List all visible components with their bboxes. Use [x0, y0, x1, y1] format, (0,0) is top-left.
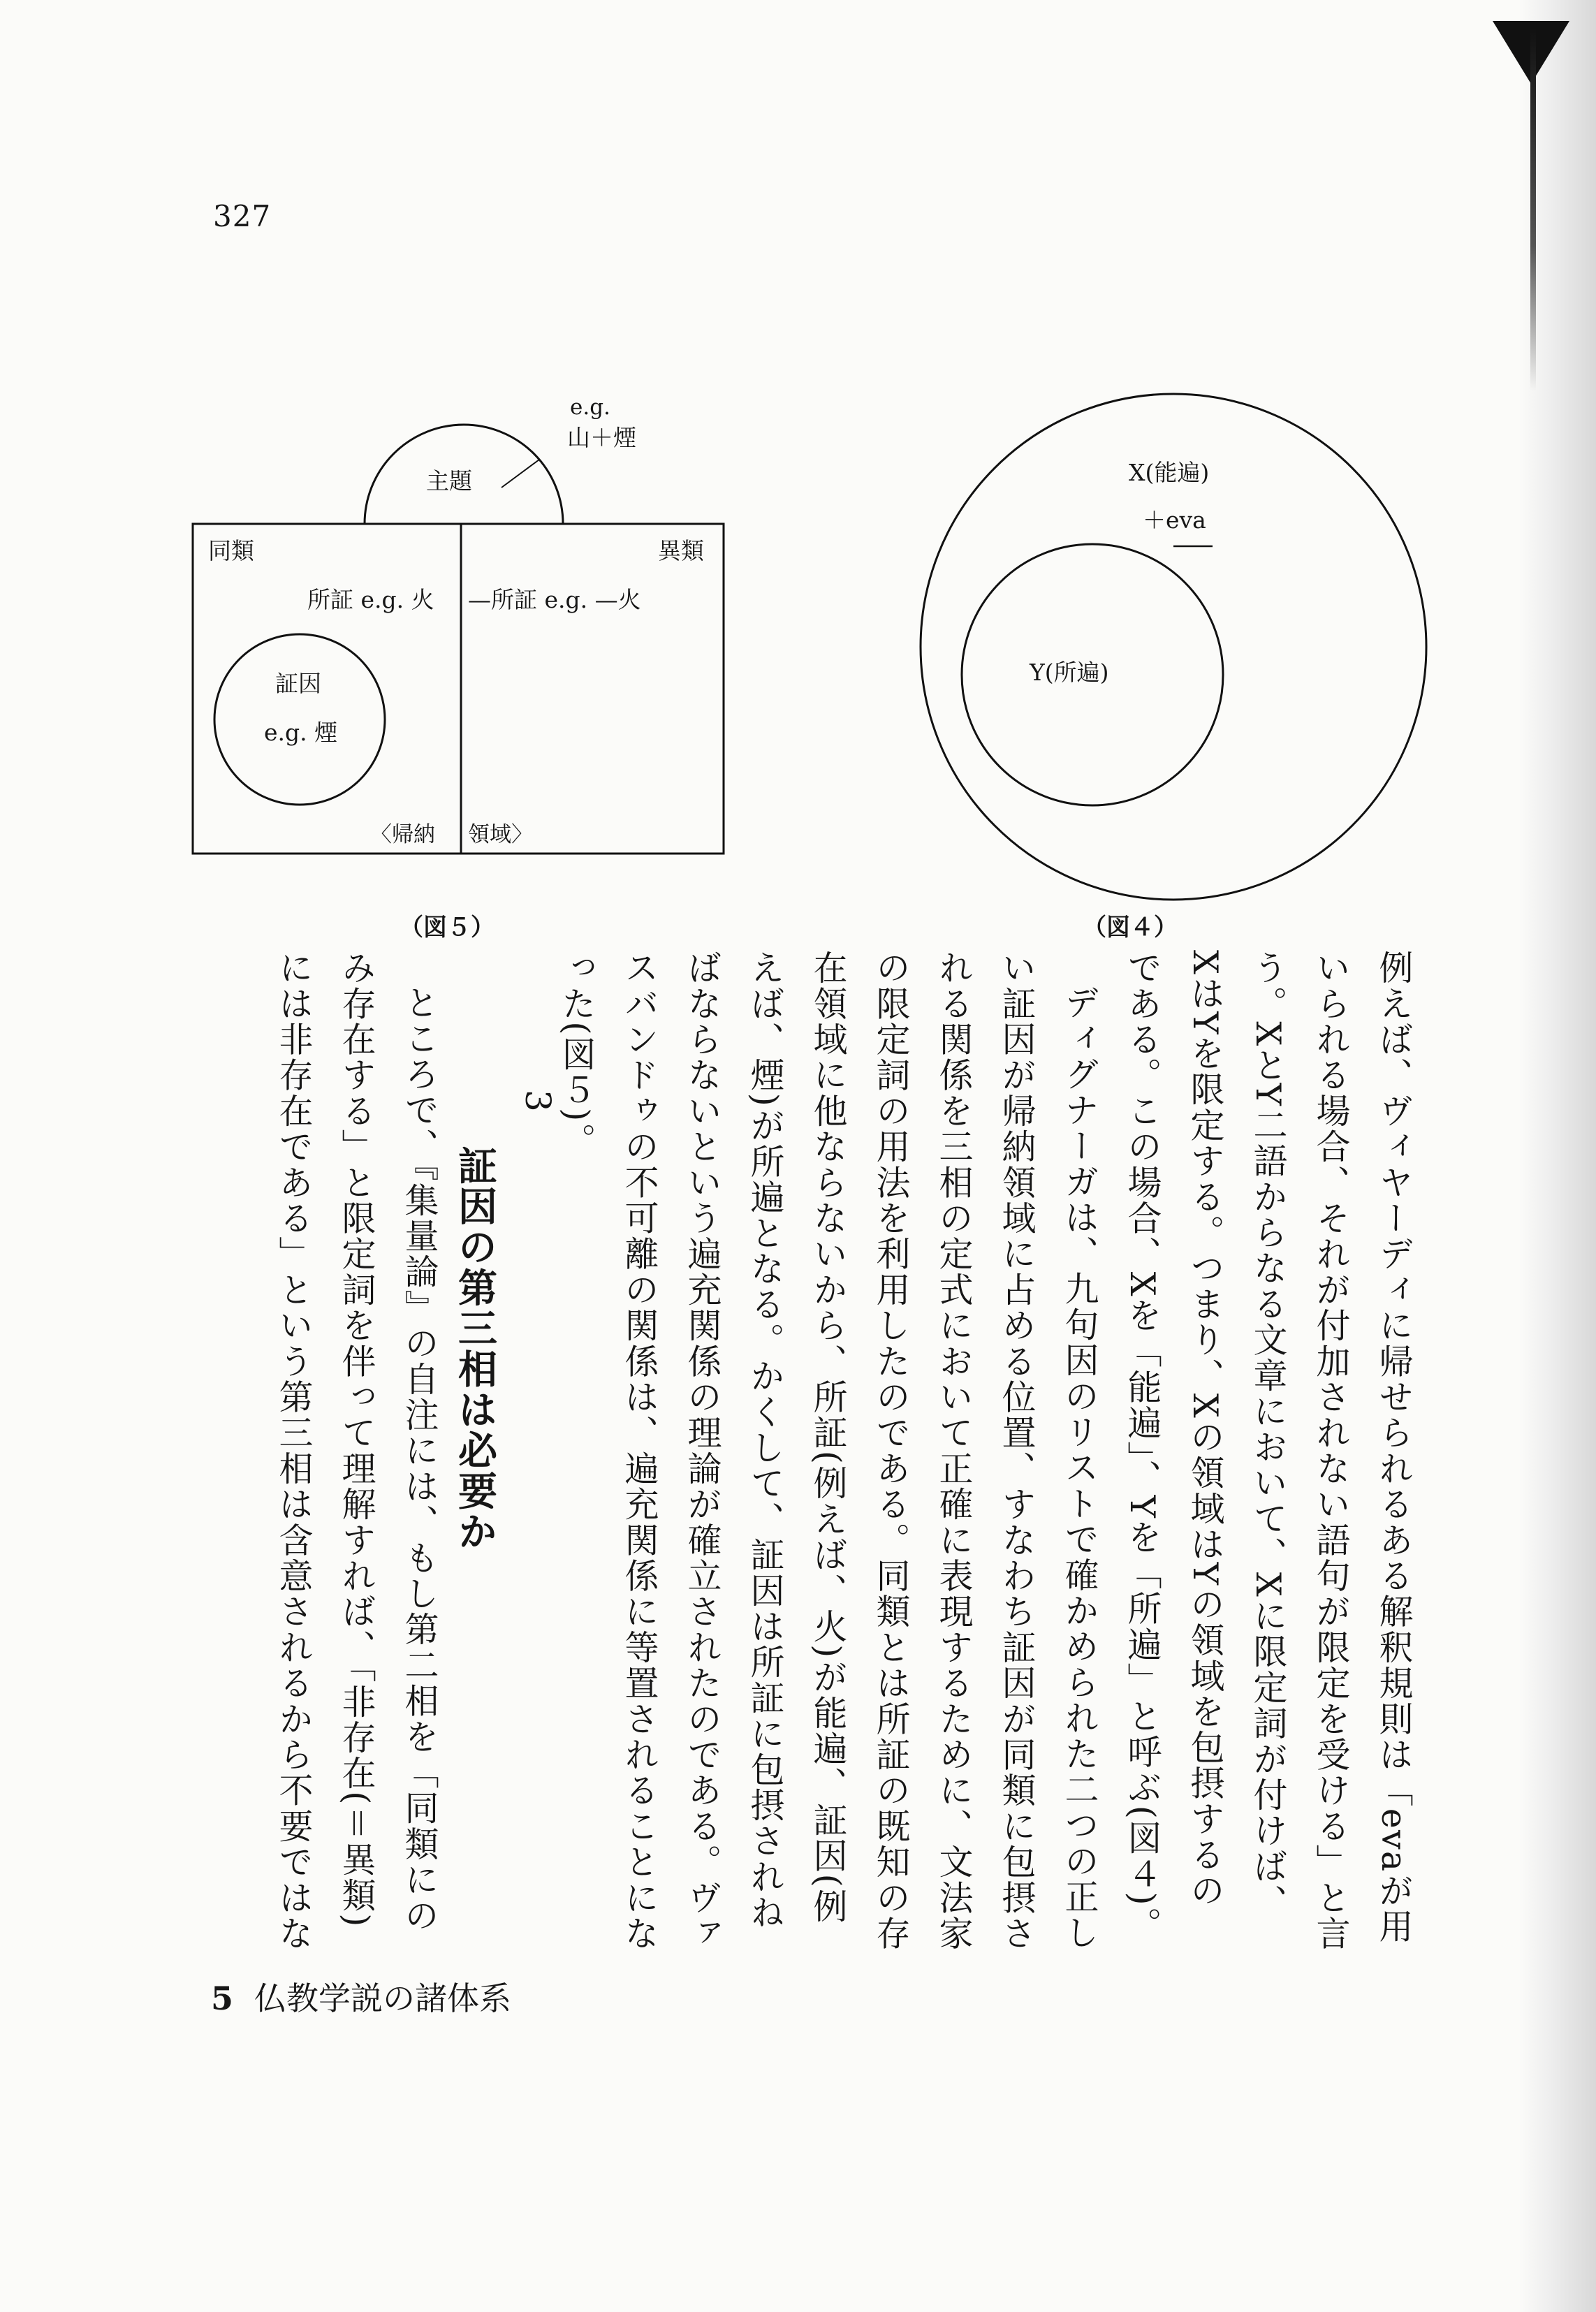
section-body-text	[262, 950, 451, 1952]
body-line: れる関係を三相の定式において正確に表現するために、文法家	[934, 950, 974, 1952]
non-sadhya-label: —所証 e.g. —火	[468, 586, 641, 613]
body-line: えば、煙)が所遍となる。かくして、証因は所証に包摂されね	[745, 950, 785, 1931]
chapter-number: 5	[211, 1980, 234, 2017]
figure-4-caption: （図４）	[1083, 914, 1178, 942]
sapaksa-label: 同類	[208, 537, 254, 564]
sadhya-label: 所証 e.g. 火	[307, 586, 434, 613]
figure-4	[880, 377, 1453, 942]
body-line: った(図５)。	[557, 950, 596, 1159]
body-line: である。この場合、Xを「能遍」、Yを「所遍」と呼ぶ(図４)。	[1122, 950, 1162, 1942]
body-line: う。XとY二語からなる文章において、Xに限定詞が付けば、	[1248, 950, 1288, 1920]
body-line: ディグナーガは、九句因のリストで確かめられた二つの正し	[1060, 985, 1099, 1951]
body-line: の限定詞の用法を利用したのである。同類とは所証の既知の存	[871, 950, 911, 1952]
induction-label-right: 領域〉	[468, 822, 533, 847]
figure-5-caption: （図５）	[400, 914, 495, 942]
vipaksa-label: 異類	[658, 537, 704, 564]
body-line: 例えば、ヴィヤーディに帰せられるある解釈規則は「evaが用	[1374, 950, 1414, 1945]
eva-label: ＋eva	[1143, 506, 1206, 534]
theme-label: 主題	[426, 467, 472, 495]
hetu-label: 証因	[275, 670, 321, 697]
body-line: いられる場合、それが付加されない語句が限定を受ける」と言	[1311, 950, 1351, 1952]
body-line: 在領域に他ならないから、所証(例えば、火)が能遍、証因(例	[808, 950, 848, 1925]
inner-circle-label: Y(所遍)	[1030, 659, 1109, 686]
figure-5	[190, 395, 749, 942]
body-line: い証因が帰納領域に占める位置、すなわち証因が同類に包摂さ	[997, 950, 1037, 1952]
section-body-line: には非存在である」という第三相は含意されるから不要ではな	[274, 950, 314, 1952]
section-body-line: み存在する」と限定詞を伴って理解すれば、「非存在(＝異類)	[337, 950, 376, 1929]
outer-circle-label: X(能遍)	[1129, 459, 1210, 486]
hetu-example: e.g. 煙	[264, 719, 338, 746]
page-number: 327	[213, 199, 272, 233]
running-footer	[211, 1973, 511, 2019]
section-title: 証因の第三相は必要か	[452, 1146, 498, 1552]
section-heading	[444, 1090, 569, 1900]
body-text	[545, 950, 1425, 1952]
example-pointer	[502, 460, 539, 488]
induction-domain-box	[193, 524, 724, 854]
figure-5-diagram	[190, 433, 749, 936]
induction-label-left: 〈帰納	[370, 822, 435, 847]
section-body-line: ところで、『集量論』の自注には、もし第二相を「同類にの	[400, 985, 439, 1933]
body-line: スバンドゥの不可離の関係は、遍充関係に等置されることにな	[620, 950, 659, 1952]
section-number: 3	[518, 1090, 558, 1114]
binding-line	[1530, 28, 1536, 391]
body-line: ばならないという遍充関係の理論が確立されたのである。ヴァ	[682, 950, 722, 1952]
theme-eg: e.g.	[570, 395, 610, 420]
theme-example: 山＋煙	[567, 424, 636, 451]
chapter-title: 仏教学説の諸体系	[254, 1980, 512, 2017]
body-line: XはYを限定する。つまり、Xの領域はYの領域を包摂するの	[1185, 950, 1225, 1909]
